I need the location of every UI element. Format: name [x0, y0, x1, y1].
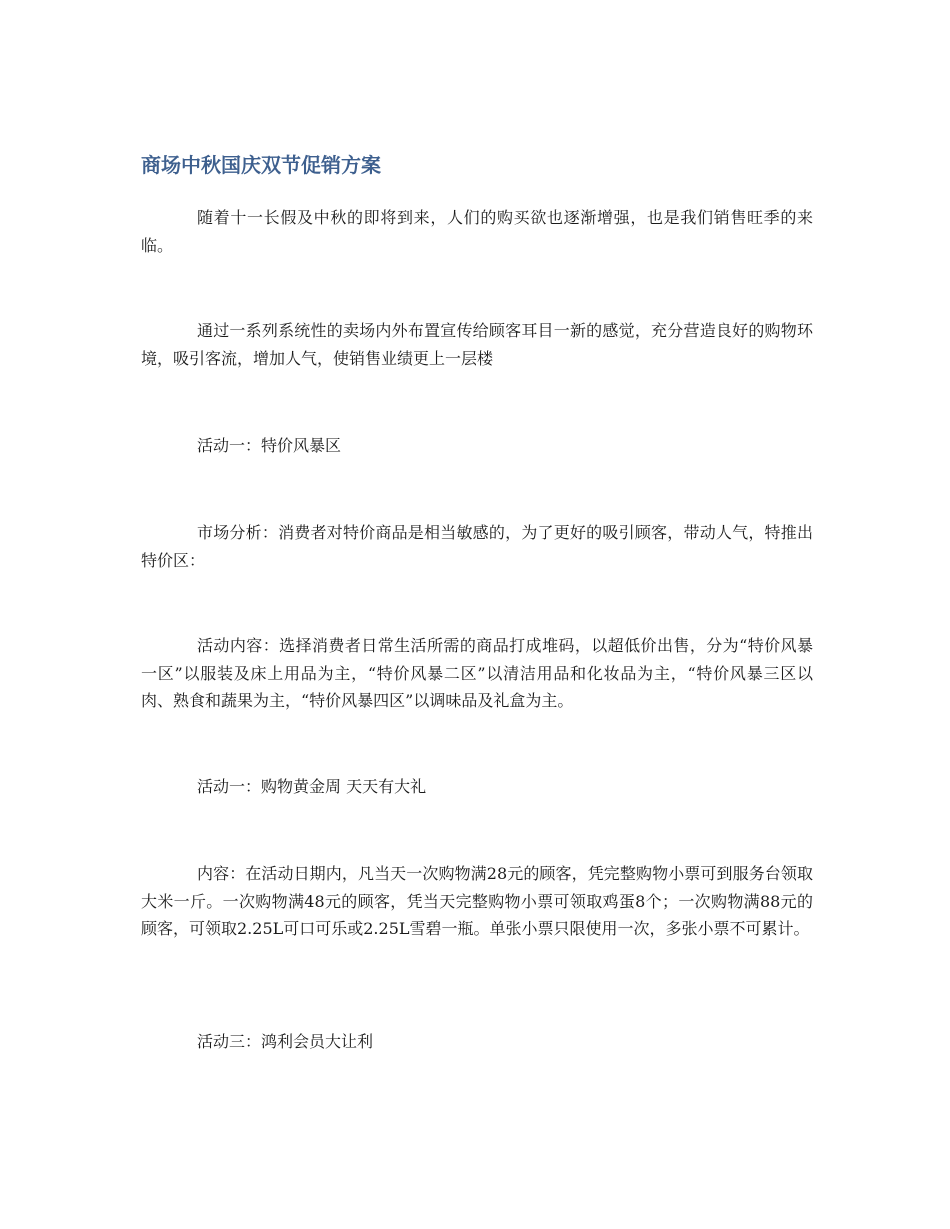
- paragraph-market-analysis: 市场分析：消费者对特价商品是相当敏感的，为了更好的吸引顾客，带动人气，特推出特价区：: [141, 523, 813, 570]
- heading-activity-three: 活动三：鸿利会员大让利: [197, 1032, 374, 1051]
- paragraph-activity-content: 活动内容：选择消费者日常生活所需的商品打成堆码，以超低价出售，分为“特价风暴一区”以服装及床上用品为主，“特价风暴二区”以清洁用品和化妆品为主，“特价风暴三区以肉、熟食和蔬果为主，“特价风暴四区”以调味品及礼盒为主。: [141, 636, 813, 710]
- heading-activity-one: 活动一：特价风暴区: [197, 436, 342, 455]
- heading-golden-week: 活动一：购物黄金周 天天有大礼: [197, 777, 427, 796]
- paragraph-golden-week-content: 内容：在活动日期内，凡当天一次购物满28元的顾客，凭完整购物小票可到服务台领取大米一斤。一次购物满48元的顾客，凭当天完整购物小票可领取鸡蛋8个；一次购物满88元的顾客，可领取2.25L可口可乐或2.25L雪碧一瓶。单张小票只限使用一次，多张小票不可累计。: [141, 864, 813, 938]
- document-title: 商场中秋国庆双节促销方案: [141, 153, 381, 177]
- paragraph-purpose: 通过一系列系统性的卖场内外布置宣传给顾客耳目一新的感觉，充分营造良好的购物环境，吸引客流，增加人气，使销售业绩更上一层楼: [141, 321, 813, 368]
- paragraph-intro: 随着十一长假及中秋的即将到来，人们的购买欲也逐渐增强，也是我们销售旺季的来临。: [141, 208, 813, 255]
